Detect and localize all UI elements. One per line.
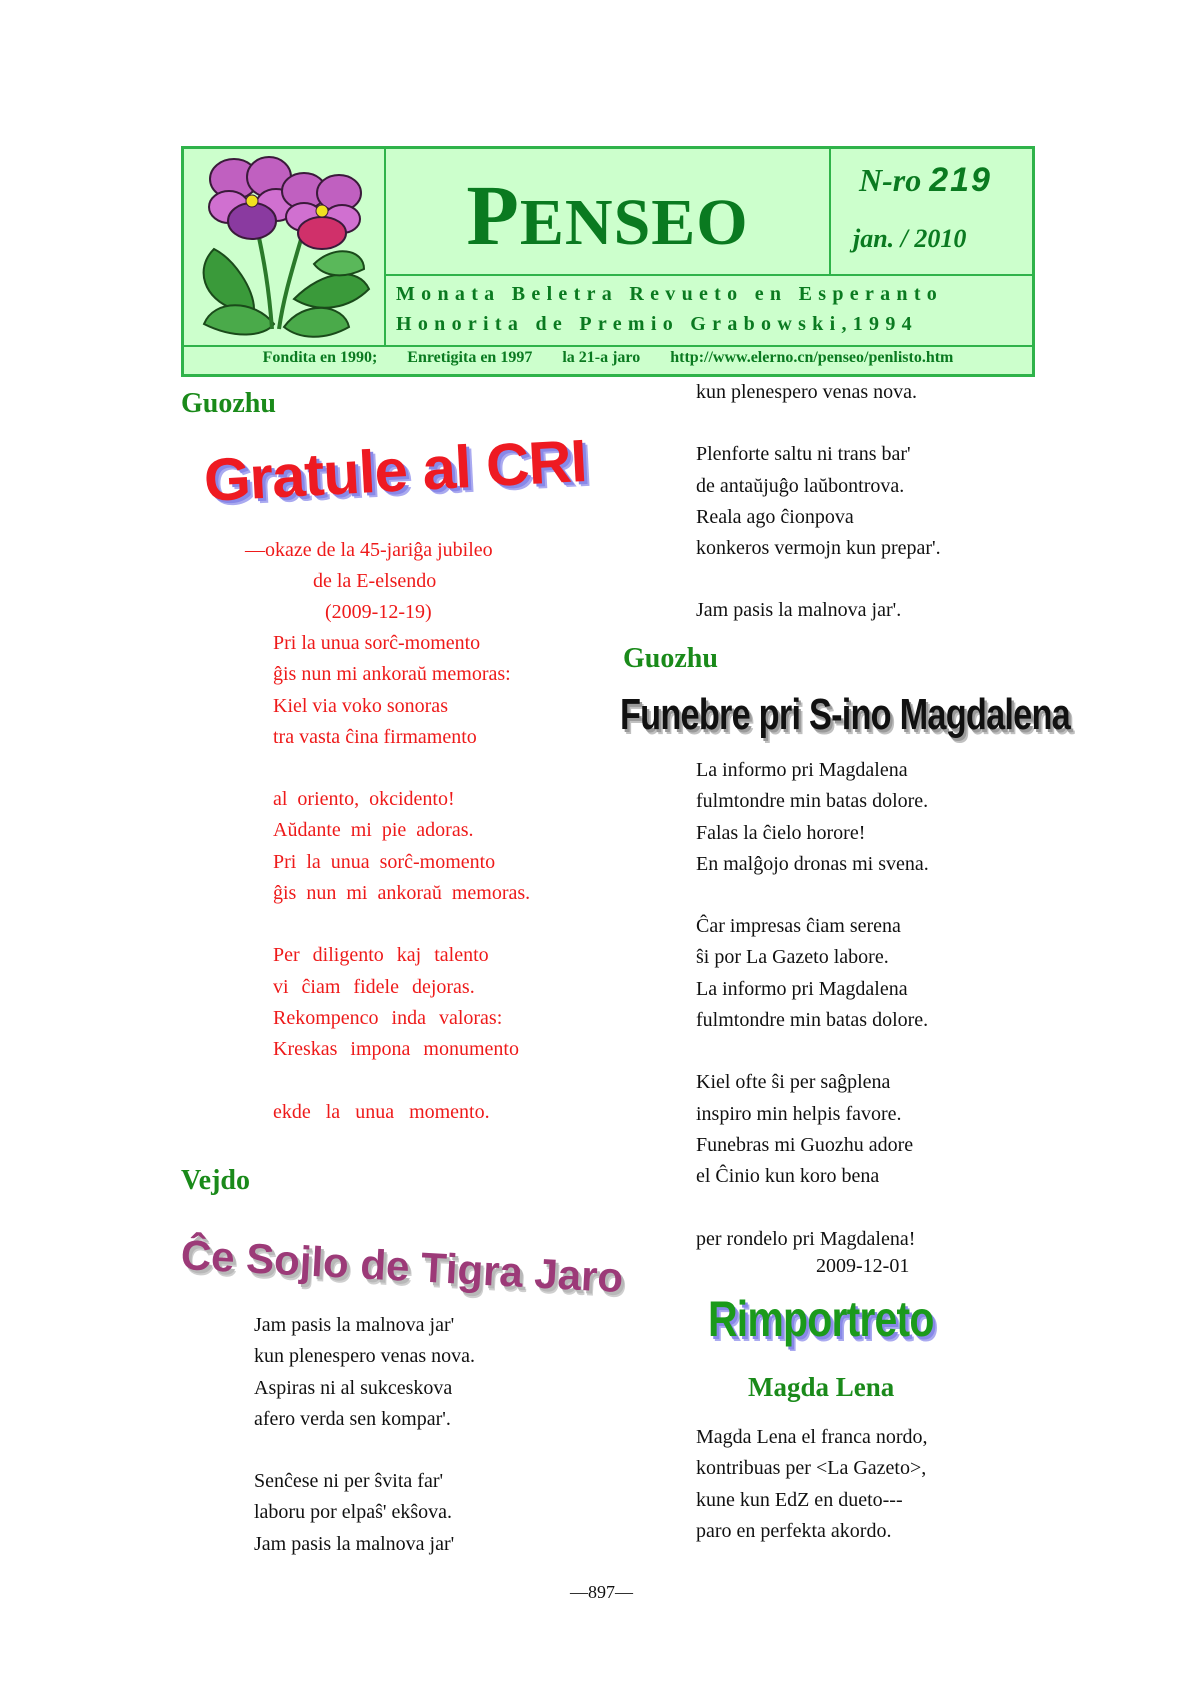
poem-line: Jam pasis la malnova jar' xyxy=(254,1532,455,1555)
stanza xyxy=(273,628,530,753)
poem-line: Kreskas impona monumento xyxy=(273,1038,519,1061)
dedication-line: (2009-12-19) xyxy=(325,601,432,623)
dedication-line: —okaze de la 45-jariĝa jubileo xyxy=(245,539,493,561)
poem-line: fulmtondre min batas dolore. xyxy=(696,1009,929,1032)
masthead xyxy=(181,146,1035,377)
poem-line: per rondelo pri Magdalena! xyxy=(696,1227,916,1250)
poem-line: kune kun EdZ en dueto--- xyxy=(696,1488,903,1511)
stanza xyxy=(254,1466,475,1560)
poem-line: ŝi por La Gazeto labore. xyxy=(696,946,889,969)
poem-line: Kiel ofte ŝi per saĝplena xyxy=(696,1071,891,1094)
stanza xyxy=(696,439,941,564)
poem-title-rimportreto: Rimportreto xyxy=(708,1291,934,1347)
pansy-flower-icon xyxy=(184,149,386,345)
poem-line: kun plenespero venas nova. xyxy=(254,1345,476,1368)
stanza xyxy=(273,940,530,1065)
subtitle-line-2: Honorita de Premio Grabowski,1994 xyxy=(396,313,918,335)
poem-line: Aspiras ni al sukceskova xyxy=(254,1376,453,1399)
masthead-footer-text xyxy=(184,349,1032,367)
poem-line: ĝis nun mi ankoraŭ memoras: xyxy=(273,663,511,686)
section-label-guozhu-2: Guozhu xyxy=(623,643,718,674)
stanza xyxy=(696,1067,929,1192)
poem-line: Pri la unua sorĉ-momento xyxy=(273,850,496,873)
poem-line: Kiel via voko sonoras xyxy=(273,694,448,717)
stanza xyxy=(696,755,929,880)
poem-line: de antaŭjuĝo laŭbontrova. xyxy=(696,474,905,497)
poem-line: Reala ago ĉionpova xyxy=(696,505,854,528)
year-text: la 21-a jaro xyxy=(562,349,641,366)
journal-title-cell xyxy=(386,149,831,276)
poem-title-cesojlo: Ĉe Sojlo de Tigra Jaro xyxy=(179,1231,625,1302)
poem-line: el Ĉinio kun koro bena xyxy=(696,1165,880,1188)
poem-line: Funebras mi Guozhu adore xyxy=(696,1133,914,1156)
poem-title-funebre: Funebre pri S-ino Magdalena xyxy=(620,690,1070,739)
stanza xyxy=(273,1097,530,1128)
poem-line: Senĉese ni per ŝvita far' xyxy=(254,1470,444,1493)
poem-line: tra vasta ĉina firmamento xyxy=(273,725,477,748)
poem-line: Jam pasis la malnova jar' xyxy=(254,1314,455,1336)
subtitle-line-1: Monata Beletra Revueto en Esperanto xyxy=(396,283,944,305)
poem-line: inspiro min helpis favore. xyxy=(696,1102,902,1125)
poem-line: kontribuas per <La Gazeto>, xyxy=(696,1457,927,1480)
website-url[interactable]: http://www.elerno.cn/penseo/penlisto.htm xyxy=(670,349,954,366)
poem-rimportreto xyxy=(696,1422,928,1547)
subtitle-cell xyxy=(386,276,1032,345)
poem-line: En malĝojo dronas mi svena. xyxy=(696,852,929,875)
journal-title-initial: P xyxy=(466,167,520,263)
poem-line: Falas la ĉielo horore! xyxy=(696,821,866,844)
issue-number xyxy=(859,161,992,200)
founded-text: Fondita en 1990; xyxy=(262,349,378,366)
dedication-line: de la E-elsendo xyxy=(313,570,437,592)
registered-text: Enretigita en 1997 xyxy=(407,349,533,366)
section-label-vejdo: Vejdo xyxy=(181,1165,250,1196)
poem-line: Aŭdante mi pie adoras. xyxy=(273,819,474,842)
poem-line: La informo pri Magdalena xyxy=(696,977,908,1000)
issue-cell xyxy=(831,149,1032,276)
poem-cesojlo-continued xyxy=(696,377,941,658)
poem-line: al oriento, okcidento! xyxy=(273,788,455,811)
stanza xyxy=(696,595,941,626)
poem-line: afero verda sen kompar'. xyxy=(254,1407,451,1430)
stanza xyxy=(254,1310,475,1435)
poem-title-gratule: Gratule al CRI xyxy=(202,427,589,514)
page-number: —897— xyxy=(570,1582,633,1602)
issue-prefix: N-ro xyxy=(859,162,922,198)
issue-number-value: 219 xyxy=(929,161,992,199)
stanza xyxy=(696,1224,929,1255)
poem-gratule xyxy=(273,628,530,1159)
poem-line: Per diligento kaj talento xyxy=(273,944,489,967)
poem-line: vi ĉiam fidele dejoras. xyxy=(273,975,475,998)
poem-line: Jam pasis la malnova jar'. xyxy=(696,599,902,622)
poem-line: ekde la unua momento. xyxy=(273,1100,490,1123)
poem-line: laboru por elpaŝ' ekŝova. xyxy=(254,1501,452,1524)
poem-line: ĝis nun mi ankoraŭ memoras. xyxy=(273,882,531,905)
poem-line: paro en perfekta akordo. xyxy=(696,1519,892,1542)
masthead-footer xyxy=(184,345,1032,374)
stanza xyxy=(273,784,530,909)
stanza xyxy=(696,911,929,1036)
stanza xyxy=(696,377,941,408)
poem-line: Pri la unua sorĉ-momento xyxy=(273,632,481,654)
poem-line: kun plenespero venas nova. xyxy=(696,381,918,403)
journal-title-rest: ENSEO xyxy=(519,186,749,259)
poem-subheading-magda-lena: Magda Lena xyxy=(748,1372,895,1402)
poem-line: konkeros vermojn kun prepar'. xyxy=(696,537,941,560)
issue-date: jan. / 2010 xyxy=(853,224,967,253)
poem-line: Ĉar impresas ĉiam serena xyxy=(696,915,901,938)
section-label-guozhu-1: Guozhu xyxy=(181,388,276,419)
poem-date: 2009-12-01 xyxy=(816,1255,910,1277)
poem-line: fulmtondre min batas dolore. xyxy=(696,790,929,813)
poem-line: Rekompenco inda valoras: xyxy=(273,1006,503,1029)
poem-line: Magda Lena el franca nordo, xyxy=(696,1426,928,1448)
poem-funebre xyxy=(696,755,929,1255)
poem-cesojlo xyxy=(254,1310,475,1591)
journal-title xyxy=(386,165,829,273)
poem-line: Plenforte saltu ni trans bar' xyxy=(696,443,911,466)
poem-line: La informo pri Magdalena xyxy=(696,759,908,781)
poem-dedication xyxy=(245,535,545,628)
